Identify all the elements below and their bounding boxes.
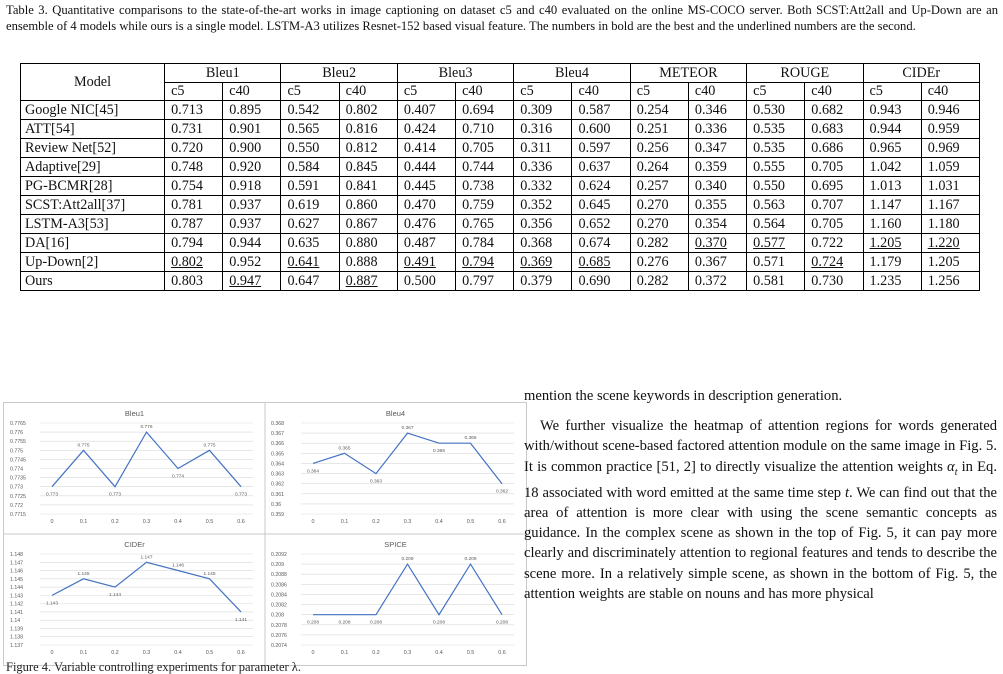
table-cell: 0.565 — [281, 120, 339, 139]
y-tick-label: 1.144 — [10, 585, 23, 592]
x-tick-label: 0.5 — [466, 650, 475, 656]
y-tick-label: 0.2086 — [271, 582, 287, 589]
table-cell: 0.845 — [339, 158, 397, 177]
table-cell: 0.487 — [397, 234, 455, 253]
x-tick-label: 0.3 — [403, 519, 412, 525]
data-label: 0.776 — [140, 425, 153, 431]
table-cell: 0.652 — [572, 215, 630, 234]
table-cell: 0.476 — [397, 215, 455, 234]
subcol-header: c40 — [688, 83, 746, 101]
y-tick-label: 1.141 — [10, 609, 23, 616]
y-tick-label: 0.7725 — [10, 493, 26, 500]
table-cell: 0.722 — [805, 234, 863, 253]
table-cell: 0.542 — [281, 101, 339, 120]
table-cell: 1.180 — [921, 215, 979, 234]
table-cell: 0.952 — [223, 253, 281, 272]
x-tick-label: 0.1 — [79, 650, 88, 656]
figure-caption: Figure 4. Variable controlling experiments for parameter λ. — [6, 660, 301, 674]
data-label: 0.773 — [45, 492, 59, 498]
table-cell: 0.355 — [688, 196, 746, 215]
model-name: Adaptive[29] — [21, 158, 165, 177]
table-cell: 0.372 — [688, 272, 746, 291]
x-tick-label: 0.5 — [466, 519, 475, 525]
table-cell: 1.220 — [921, 234, 979, 253]
table-cell: 0.969 — [921, 139, 979, 158]
table-cell: 0.641 — [281, 253, 339, 272]
data-label: 0.775 — [77, 443, 90, 449]
table-cell: 1.205 — [921, 253, 979, 272]
table-cell: 0.264 — [630, 158, 688, 177]
data-label: 0.365 — [338, 446, 351, 452]
table-cell: 0.276 — [630, 253, 688, 272]
table-cell: 0.491 — [397, 253, 455, 272]
table-cell: 0.754 — [165, 177, 223, 196]
table-cell: 0.781 — [165, 196, 223, 215]
subcol-header: c40 — [456, 83, 514, 101]
table-cell: 0.947 — [223, 272, 281, 291]
table-cell: 0.901 — [223, 120, 281, 139]
table-cell: 0.535 — [747, 139, 805, 158]
model-name: DA[16] — [21, 234, 165, 253]
results-table — [20, 63, 980, 291]
table-cell: 1.160 — [863, 215, 921, 234]
table-cell: 0.256 — [630, 139, 688, 158]
table-cell: 0.282 — [630, 272, 688, 291]
subcol-header: c40 — [572, 83, 630, 101]
table-cell: 0.336 — [688, 120, 746, 139]
x-tick-label: 0 — [50, 519, 54, 525]
table-cell: 0.946 — [921, 101, 979, 120]
x-tick-label: 0.2 — [372, 519, 380, 525]
table-row — [21, 253, 980, 272]
table-cell: 0.367 — [688, 253, 746, 272]
table-cell: 0.683 — [805, 120, 863, 139]
table-cell: 1.013 — [863, 177, 921, 196]
table-cell: 0.944 — [223, 234, 281, 253]
table-cell: 0.444 — [397, 158, 455, 177]
table-cell: 0.619 — [281, 196, 339, 215]
x-tick-label: 0.6 — [237, 519, 245, 525]
table-cell: 1.167 — [921, 196, 979, 215]
y-tick-label: 0.7715 — [10, 512, 26, 518]
y-tick-label: 0.361 — [271, 491, 284, 498]
table-cell: 0.581 — [747, 272, 805, 291]
table-row — [21, 177, 980, 196]
table-cell: 1.235 — [863, 272, 921, 291]
charts-svg — [4, 403, 526, 665]
y-tick-label: 1.14 — [10, 618, 21, 625]
y-tick-label: 1.143 — [10, 593, 23, 600]
table-cell: 0.555 — [747, 158, 805, 177]
y-tick-label: 0.36 — [271, 501, 282, 508]
table-cell: 0.744 — [456, 158, 514, 177]
data-label: 0.773 — [108, 492, 122, 498]
data-label: 0.774 — [171, 474, 185, 480]
table-cell: 0.270 — [630, 215, 688, 234]
model-name: PG-BCMR[28] — [21, 177, 165, 196]
table-cell: 0.965 — [863, 139, 921, 158]
y-tick-label: 0.363 — [271, 471, 284, 478]
chart-title: Bleu1 — [124, 409, 145, 418]
table-row — [21, 215, 980, 234]
data-label: 1.145 — [203, 571, 216, 577]
table-cell: 1.205 — [863, 234, 921, 253]
data-label: 1.146 — [171, 563, 185, 569]
table-row — [21, 272, 980, 291]
table-body — [21, 101, 980, 291]
table-cell: 0.647 — [281, 272, 339, 291]
table-cell: 1.059 — [921, 158, 979, 177]
subcol-header: c5 — [165, 83, 223, 101]
data-label: 0.366 — [432, 449, 446, 455]
table-cell: 0.685 — [572, 253, 630, 272]
table-cell: 0.695 — [805, 177, 863, 196]
data-label: 0.773 — [234, 492, 248, 498]
body-text — [524, 386, 997, 604]
table-cell: 1.042 — [863, 158, 921, 177]
x-tick-label: 0.2 — [111, 519, 119, 525]
x-tick-label: 0 — [50, 650, 54, 656]
table-cell: 1.179 — [863, 253, 921, 272]
y-tick-label: 0.774 — [10, 466, 23, 473]
y-tick-label: 0.7735 — [10, 475, 26, 482]
model-name: Ours — [21, 272, 165, 291]
table-row — [21, 158, 980, 177]
table-cell: 0.694 — [456, 101, 514, 120]
table-cell: 0.738 — [456, 177, 514, 196]
x-tick-label: 0.6 — [237, 650, 245, 656]
table-cell: 0.944 — [863, 120, 921, 139]
table-cell: 0.368 — [514, 234, 572, 253]
table-cell: 0.730 — [805, 272, 863, 291]
y-tick-label: 0.7765 — [10, 421, 26, 427]
x-tick-label: 0.6 — [498, 650, 506, 656]
table-cell: 0.803 — [165, 272, 223, 291]
chart-title: SPICE — [384, 540, 407, 549]
table-cell: 0.841 — [339, 177, 397, 196]
metric-header: Bleu1 — [165, 64, 281, 83]
table-cell: 0.959 — [921, 120, 979, 139]
table-cell: 0.705 — [805, 158, 863, 177]
subcol-header: c5 — [863, 83, 921, 101]
table-cell: 0.812 — [339, 139, 397, 158]
table-cell: 1.031 — [921, 177, 979, 196]
metric-header: Bleu3 — [397, 64, 513, 83]
table-cell: 0.354 — [688, 215, 746, 234]
table-cell: 0.802 — [339, 101, 397, 120]
y-tick-label: 1.137 — [10, 643, 23, 649]
x-tick-label: 0.2 — [111, 650, 119, 656]
data-label: 0.209 — [401, 557, 414, 563]
y-tick-label: 1.146 — [10, 568, 23, 575]
x-tick-label: 0 — [311, 519, 315, 525]
table-header-row — [21, 64, 980, 83]
table-cell: 0.564 — [747, 215, 805, 234]
table-cell: 0.597 — [572, 139, 630, 158]
subcol-header: c5 — [630, 83, 688, 101]
y-tick-label: 0.208 — [271, 612, 284, 619]
model-name: ATT[54] — [21, 120, 165, 139]
y-tick-label: 1.145 — [10, 576, 23, 583]
y-tick-label: 0.365 — [271, 451, 284, 458]
table-cell: 0.316 — [514, 120, 572, 139]
data-label: 1.141 — [234, 617, 248, 623]
table-cell: 0.445 — [397, 177, 455, 196]
paragraph: We further visualize the heatmap of attention regions for words generated with/without scene-based factored attention module on the same image in Fig. 5. It is common practice [51, 2] to directly visualize the attention weights $\alpha_t$ in Eq. 18 associated with word emitted at the same time step t. We can find out that the area of attention is more clear with using the scene semantic concepts as guidance. In the complex scene as shown in the top of Fig. 5, it can pay more clearly and discriminately attention to regional features and tends to describe the scene more. In a relatively simple scene, as shown in the bottom of Fig. 5, the attention weights are stable on nouns and has more physical — [524, 418, 997, 602]
x-tick-label: 0.2 — [372, 650, 380, 656]
model-name: LSTM-A3[53] — [21, 215, 165, 234]
model-header: Model — [21, 64, 165, 101]
x-tick-label: 0 — [311, 650, 315, 656]
paragraph: mention the scene keywords in description generation. — [524, 388, 843, 404]
table-row — [21, 101, 980, 120]
table-cell: 0.860 — [339, 196, 397, 215]
table-cell: 0.888 — [339, 253, 397, 272]
x-tick-label: 0.1 — [340, 650, 349, 656]
y-tick-label: 0.367 — [271, 431, 284, 438]
table-row — [21, 139, 980, 158]
table-cell: 0.713 — [165, 101, 223, 120]
y-tick-label: 0.772 — [10, 502, 23, 509]
data-label: 1.143 — [45, 601, 59, 607]
table-cell: 0.369 — [514, 253, 572, 272]
data-label: 0.209 — [464, 557, 477, 563]
table-cell: 1.256 — [921, 272, 979, 291]
table-cell: 0.637 — [572, 158, 630, 177]
data-label: 1.144 — [108, 593, 122, 599]
subcol-header: c5 — [281, 83, 339, 101]
subcol-header: c40 — [223, 83, 281, 101]
series-line — [313, 564, 502, 615]
x-tick-label: 0.3 — [142, 519, 151, 525]
table-cell: 0.802 — [165, 253, 223, 272]
metric-header: Bleu4 — [514, 64, 630, 83]
table-cell: 0.571 — [747, 253, 805, 272]
y-tick-label: 0.776 — [10, 430, 23, 437]
table-cell: 0.347 — [688, 139, 746, 158]
table-cell: 0.797 — [456, 272, 514, 291]
y-tick-label: 0.773 — [10, 484, 23, 491]
y-tick-label: 0.2076 — [271, 632, 287, 639]
y-tick-label: 1.147 — [10, 560, 23, 567]
table-cell: 0.794 — [456, 253, 514, 272]
y-tick-label: 1.142 — [10, 601, 23, 608]
table-cell: 0.765 — [456, 215, 514, 234]
table-cell: 0.895 — [223, 101, 281, 120]
y-tick-label: 0.359 — [271, 512, 284, 518]
x-tick-label: 0.4 — [435, 650, 443, 656]
model-name: Up-Down[2] — [21, 253, 165, 272]
table-cell: 0.690 — [572, 272, 630, 291]
data-label: 0.208 — [338, 620, 351, 626]
table-cell: 0.424 — [397, 120, 455, 139]
chart-title: Bleu4 — [385, 409, 406, 418]
table-cell: 0.500 — [397, 272, 455, 291]
model-name: Review Net[52] — [21, 139, 165, 158]
table-cell: 0.748 — [165, 158, 223, 177]
table-cell: 0.282 — [630, 234, 688, 253]
table-cell: 0.257 — [630, 177, 688, 196]
y-tick-label: 0.7755 — [10, 439, 26, 446]
table-cell: 0.918 — [223, 177, 281, 196]
table-cell: 1.147 — [863, 196, 921, 215]
table-cell: 0.414 — [397, 139, 455, 158]
y-tick-label: 0.2074 — [271, 643, 287, 649]
y-tick-label: 0.2084 — [271, 592, 287, 599]
table-row — [21, 234, 980, 253]
table-cell: 0.937 — [223, 196, 281, 215]
y-tick-label: 1.139 — [10, 626, 23, 633]
table-cell: 0.470 — [397, 196, 455, 215]
subcol-header: c40 — [339, 83, 397, 101]
x-tick-label: 0.4 — [174, 650, 182, 656]
table-cell: 0.600 — [572, 120, 630, 139]
y-tick-label: 1.138 — [10, 634, 23, 641]
chart-title: CIDEr — [124, 540, 145, 549]
x-tick-label: 0.4 — [174, 519, 182, 525]
table-subheader-row — [21, 83, 980, 101]
table-cell: 0.591 — [281, 177, 339, 196]
table-cell: 0.707 — [805, 196, 863, 215]
metric-header: Bleu2 — [281, 64, 397, 83]
table-cell: 0.943 — [863, 101, 921, 120]
y-tick-label: 0.209 — [271, 562, 284, 569]
y-tick-label: 0.2078 — [271, 622, 287, 629]
y-tick-label: 0.2088 — [271, 572, 287, 579]
table-cell: 0.645 — [572, 196, 630, 215]
table-cell: 0.787 — [165, 215, 223, 234]
data-label: 1.145 — [77, 571, 90, 577]
metric-header: ROUGE — [747, 64, 863, 83]
x-tick-label: 0.4 — [435, 519, 443, 525]
y-tick-label: 0.2092 — [271, 552, 287, 558]
subcol-header: c40 — [805, 83, 863, 101]
x-tick-label: 0.6 — [498, 519, 506, 525]
data-label: 0.367 — [401, 426, 414, 432]
metric-header: METEOR — [630, 64, 746, 83]
table-cell: 0.356 — [514, 215, 572, 234]
x-tick-label: 0.3 — [403, 650, 412, 656]
table-cell: 0.352 — [514, 196, 572, 215]
y-tick-label: 0.2082 — [271, 602, 287, 609]
table-cell: 0.584 — [281, 158, 339, 177]
table-cell: 0.867 — [339, 215, 397, 234]
table-cell: 0.311 — [514, 139, 572, 158]
table-cell: 0.720 — [165, 139, 223, 158]
subcol-header: c5 — [747, 83, 805, 101]
table-cell: 0.784 — [456, 234, 514, 253]
figure-parameter-charts — [3, 402, 527, 666]
table-cell: 0.920 — [223, 158, 281, 177]
data-label: 0.366 — [464, 436, 477, 442]
table-cell: 0.624 — [572, 177, 630, 196]
x-tick-label: 0.5 — [205, 650, 214, 656]
table-cell: 0.251 — [630, 120, 688, 139]
y-tick-label: 1.148 — [10, 552, 23, 558]
y-tick-label: 0.368 — [271, 421, 284, 427]
data-label: 0.208 — [369, 620, 383, 626]
subcol-header: c40 — [921, 83, 979, 101]
table-cell: 0.309 — [514, 101, 572, 120]
table-cell: 0.724 — [805, 253, 863, 272]
metric-header: CIDEr — [863, 64, 980, 83]
y-tick-label: 0.775 — [10, 448, 23, 455]
table-cell: 0.535 — [747, 120, 805, 139]
table-cell: 0.887 — [339, 272, 397, 291]
table-cell: 0.340 — [688, 177, 746, 196]
table-cell: 0.530 — [747, 101, 805, 120]
table-cell: 0.407 — [397, 101, 455, 120]
data-label: 0.208 — [495, 620, 509, 626]
table-cell: 0.627 — [281, 215, 339, 234]
table-row — [21, 120, 980, 139]
table-cell: 0.550 — [281, 139, 339, 158]
table-cell: 0.336 — [514, 158, 572, 177]
table-cell: 0.254 — [630, 101, 688, 120]
y-tick-label: 0.7745 — [10, 457, 26, 464]
data-label: 0.363 — [369, 479, 383, 485]
table-cell: 0.359 — [688, 158, 746, 177]
table-cell: 0.759 — [456, 196, 514, 215]
table-cell: 0.731 — [165, 120, 223, 139]
table-cell: 0.370 — [688, 234, 746, 253]
table-cell: 0.794 — [165, 234, 223, 253]
table-caption: Table 3. Quantitative comparisons to the state-of-the-art works in image captioning on dataset c5 and c40 evaluated on the online MS-COCO server. Both SCST:Att2all and Up-Down are an ensemble of 4 models while ours is a single model. LSTM-A3 utilizes Resnet-152 based visual feature. The numbers in bold are the best and the underlined numbers are the second. — [6, 3, 998, 33]
y-tick-label: 0.366 — [271, 441, 284, 448]
table-row — [21, 196, 980, 215]
table-cell: 0.563 — [747, 196, 805, 215]
table-cell: 0.270 — [630, 196, 688, 215]
model-name: SCST:Att2all[37] — [21, 196, 165, 215]
x-tick-label: 0.1 — [340, 519, 349, 525]
table-cell: 0.900 — [223, 139, 281, 158]
table-cell: 0.686 — [805, 139, 863, 158]
table-cell: 0.937 — [223, 215, 281, 234]
data-label: 0.364 — [306, 469, 320, 475]
table-cell: 0.346 — [688, 101, 746, 120]
table-cell: 0.379 — [514, 272, 572, 291]
table-cell: 0.635 — [281, 234, 339, 253]
y-tick-label: 0.362 — [271, 481, 284, 488]
subcol-header: c5 — [514, 83, 572, 101]
x-tick-label: 0.3 — [142, 650, 151, 656]
table-cell: 0.587 — [572, 101, 630, 120]
x-tick-label: 0.5 — [205, 519, 214, 525]
y-tick-label: 0.364 — [271, 461, 284, 468]
table-cell: 0.710 — [456, 120, 514, 139]
data-label: 0.208 — [432, 620, 446, 626]
table-cell: 0.816 — [339, 120, 397, 139]
data-label: 0.362 — [495, 489, 509, 495]
table-cell: 0.705 — [456, 139, 514, 158]
data-label: 0.775 — [203, 443, 216, 449]
data-label: 0.208 — [306, 620, 320, 626]
table-cell: 0.550 — [747, 177, 805, 196]
table-cell: 0.880 — [339, 234, 397, 253]
table-cell: 0.332 — [514, 177, 572, 196]
table-cell: 0.577 — [747, 234, 805, 253]
table-cell: 0.674 — [572, 234, 630, 253]
table-cell: 0.705 — [805, 215, 863, 234]
table-cell: 0.682 — [805, 101, 863, 120]
data-label: 1.147 — [140, 555, 153, 561]
model-name: Google NIC[45] — [21, 101, 165, 120]
x-tick-label: 0.1 — [79, 519, 88, 525]
subcol-header: c5 — [397, 83, 455, 101]
